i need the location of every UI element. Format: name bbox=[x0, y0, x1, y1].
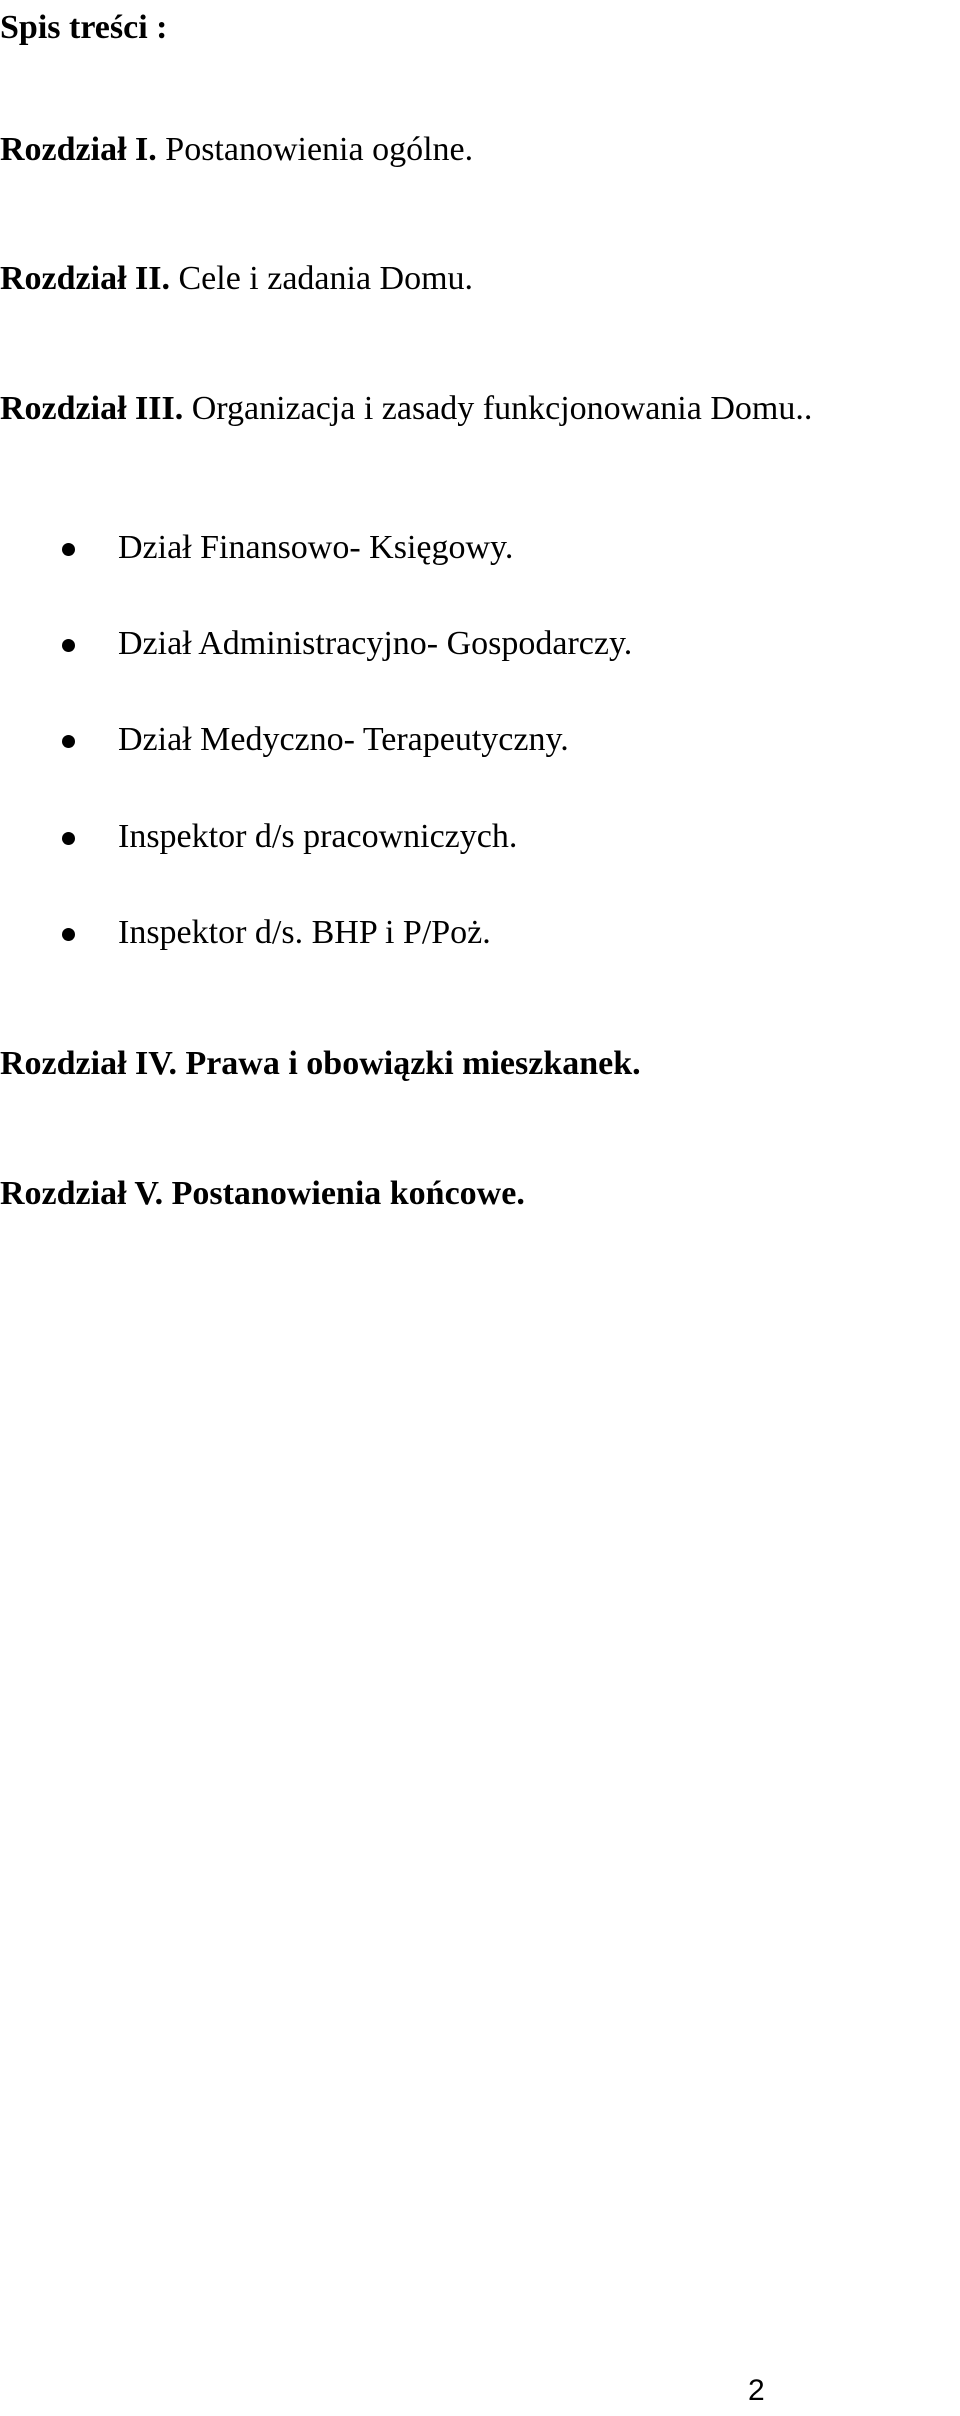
chapter-5: Rozdział V. Postanowienia końcowe. bbox=[0, 1175, 525, 1212]
bullet-icon bbox=[62, 543, 75, 556]
section-administration-text: Dział Administracyjno- Gospodarczy. bbox=[118, 625, 633, 662]
bullet-icon bbox=[62, 832, 75, 845]
page-number: 2 bbox=[748, 2374, 765, 2407]
chapter-2-title: Cele i zadania Domu. bbox=[170, 260, 474, 297]
chapter-2-label: Rozdział II. bbox=[0, 260, 170, 297]
chapter-1 bbox=[0, 130, 473, 170]
chapter-3 bbox=[0, 389, 812, 429]
section-hr-inspector-text: Inspektor d/s pracowniczych. bbox=[118, 818, 518, 855]
toc-heading: Spis treści : bbox=[0, 9, 168, 46]
chapter-4: Rozdział IV. Prawa i obowiązki mieszkanek. bbox=[0, 1045, 641, 1082]
section-finance-text: Dział Finansowo- Księgowy. bbox=[118, 529, 514, 566]
bullet-icon bbox=[62, 735, 75, 748]
chapter-2 bbox=[0, 259, 473, 299]
chapter-1-title: Postanowienia ogólne. bbox=[156, 131, 474, 168]
chapter-1-label: Rozdział I. bbox=[0, 131, 157, 168]
bullet-icon bbox=[62, 928, 75, 941]
section-medical-text: Dział Medyczno- Terapeutyczny. bbox=[118, 721, 569, 758]
section-bhp-inspector-text: Inspektor d/s. BHP i P/Poż. bbox=[118, 914, 491, 951]
chapter-3-title: Organizacja i zasady funkcjonowania Domu.. bbox=[183, 390, 813, 427]
bullet-icon bbox=[62, 639, 75, 652]
chapter-3-label: Rozdział III. bbox=[0, 390, 184, 427]
